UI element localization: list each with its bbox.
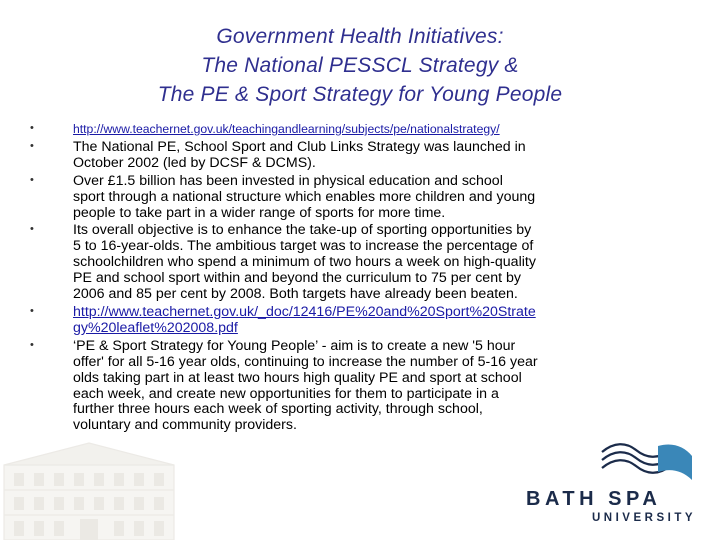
bullet-dot: • xyxy=(30,223,34,236)
bullet-item-young-people xyxy=(28,339,668,434)
bullet-dot: • xyxy=(30,173,34,186)
bullet-item-leaflet-link[interactable] xyxy=(28,305,668,337)
title-line-1: Government Health Initiatives: xyxy=(216,25,504,48)
bullet-item-launch xyxy=(28,140,668,172)
logo-university: UNIVERSITY xyxy=(592,512,697,524)
launch-text: The National PE, School Sport and Club Links Strategy was launched in October 2002 (led by DCSF & DCMS). xyxy=(73,138,526,171)
bullet-dot: • xyxy=(30,304,34,317)
strategy-url-link[interactable]: http://www.teachernet.gov.uk/teachingandlearning/subjects/pe/nationalstrategy/ xyxy=(73,122,500,136)
title-line-2: The National PESSCL Strategy & xyxy=(201,54,519,77)
bath-spa-logo xyxy=(520,438,700,528)
bullet-list xyxy=(28,122,668,436)
leaflet-url-link[interactable]: http://www.teachernet.gov.uk/_doc/12416/PE%20and%20Sport%20Strate gy%20leaflet%202008.pdf xyxy=(73,303,536,336)
bullet-item-strategy-link[interactable] xyxy=(28,122,668,138)
wave-icon xyxy=(600,440,696,484)
slide-title xyxy=(60,22,660,109)
building-watermark xyxy=(0,435,180,540)
objective-text: Its overall objective is to enhance the take-up of sporting opportunities by 5 to 16-year-olds. The ambitious target was to increase the percentage of schoolchildren who spend a minimum of two hours a week on high-quality PE and school sport within and beyond the curriculum to 75 per cent by 2006 and 85 per cent by 2008. Both targets have already been beaten. xyxy=(73,222,536,303)
investment-text: Over £1.5 billion has been invested in physical education and school sport through a national structure which enables more children and young people to take part in a wider range of sports for more time. xyxy=(73,172,536,221)
title-line-3: The PE & Sport Strategy for Young People xyxy=(157,83,563,106)
bullet-item-objective xyxy=(28,223,668,303)
bullet-dot: • xyxy=(30,122,34,134)
bullet-dot: • xyxy=(30,139,34,152)
bullet-item-investment xyxy=(28,174,668,222)
bullet-dot: • xyxy=(30,338,34,351)
logo-bath-spa: BATH SPA xyxy=(526,488,662,510)
young-people-text: ‘PE & Sport Strategy for Young People’ - aim is to create a new '5 hour offer' for all 5-16 year olds, continuing to increase the number of 5-16 year olds taking part in at least two hours high quality PE and sport at school each week, and create new opportunities for them to participate in a further three hours each week of sporting activity, through school, voluntary and community providers. xyxy=(73,337,538,434)
